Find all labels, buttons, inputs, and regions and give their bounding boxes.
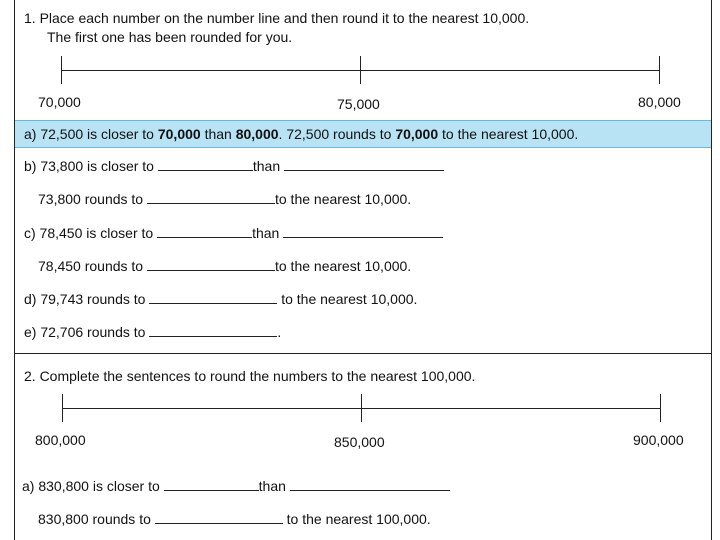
q1c-line2-prefix: 78,450 rounds to <box>38 258 147 274</box>
q1b-line2-prefix: 73,800 rounds to <box>38 191 147 207</box>
example-text-1: a) 72,500 is closer to <box>24 126 158 142</box>
q2a-line1 <box>22 477 450 495</box>
example-bold-2: 80,000 <box>235 126 279 142</box>
number-line-2-label-left: 800,000 <box>35 432 86 448</box>
q1b-line1 <box>24 157 444 175</box>
example-text-4: to the nearest 10,000. <box>438 126 579 142</box>
q1e-prefix: e) 72,706 rounds to <box>24 324 150 340</box>
number-line-1-label-right: 80,000 <box>638 94 681 110</box>
q1e-line <box>24 323 281 341</box>
example-text-3: . 72,500 rounds to <box>278 126 396 142</box>
number-line-2-label-right: 900,000 <box>633 432 684 448</box>
q1b-line2-suffix: to the nearest 10,000. <box>274 191 412 207</box>
q1b-line1-than: than <box>252 158 284 174</box>
q1d-line <box>24 290 417 308</box>
q1b-line2 <box>38 190 411 208</box>
q2a-line1-than: than <box>258 478 290 494</box>
q1b-blank-than[interactable] <box>284 157 444 171</box>
number-line-2-tick-mid <box>361 394 362 422</box>
number-line-1-tick-mid <box>360 56 361 84</box>
number-line-1-label-mid: 75,000 <box>337 96 380 112</box>
number-line-2-tick-left <box>62 394 63 422</box>
q1c-blank-than[interactable] <box>283 224 443 238</box>
example-text-2: than <box>200 126 236 142</box>
q1c-blank-closer[interactable] <box>157 224 252 238</box>
q2a-line2 <box>38 510 431 528</box>
example-bold-3: 70,000 <box>395 126 439 142</box>
section-divider <box>14 353 712 354</box>
q2a-blank-rounds[interactable] <box>155 510 283 524</box>
q1b-blank-rounds[interactable] <box>147 190 275 204</box>
q2a-blank-closer[interactable] <box>164 477 259 491</box>
q1-example-sentence <box>24 125 578 143</box>
q1c-line2 <box>38 257 411 275</box>
q2a-blank-than[interactable] <box>290 477 450 491</box>
q1e-blank[interactable] <box>149 323 277 337</box>
number-line-1-tick-right <box>659 56 660 84</box>
q1c-line1-prefix: c) 78,450 is closer to <box>24 225 158 241</box>
number-line-1-label-left: 70,000 <box>38 94 81 110</box>
q1c-line2-suffix: to the nearest 10,000. <box>274 258 412 274</box>
q1e-suffix: . <box>277 324 282 340</box>
q1-heading: 1. Place each number on the number line and then round it to the nearest 10,000. <box>24 10 530 26</box>
q1b-line1-prefix: b) 73,800 is closer to <box>24 158 158 174</box>
q2a-line1-prefix: a) 830,800 is closer to <box>22 478 164 494</box>
q2a-line2-suffix: to the nearest 100,000. <box>282 511 431 527</box>
number-line-1-tick-left <box>61 56 62 84</box>
example-bold-1: 70,000 <box>157 126 201 142</box>
q1d-prefix: d) 79,743 rounds to <box>24 291 150 307</box>
number-line-2-tick-right <box>660 394 661 422</box>
q1c-blank-rounds[interactable] <box>147 257 275 271</box>
q1-subheading: The first one has been rounded for you. <box>47 29 293 45</box>
q1b-blank-closer[interactable] <box>158 157 253 171</box>
q2-heading: 2. Complete the sentences to round the numbers to the nearest 100,000. <box>24 368 476 384</box>
q2a-line2-prefix: 830,800 rounds to <box>38 511 155 527</box>
q1c-line1-than: than <box>252 225 284 241</box>
q1d-blank[interactable] <box>149 290 277 304</box>
q1d-suffix: to the nearest 10,000. <box>277 291 418 307</box>
q1c-line1 <box>24 224 443 242</box>
number-line-2-label-mid: 850,000 <box>334 434 385 450</box>
